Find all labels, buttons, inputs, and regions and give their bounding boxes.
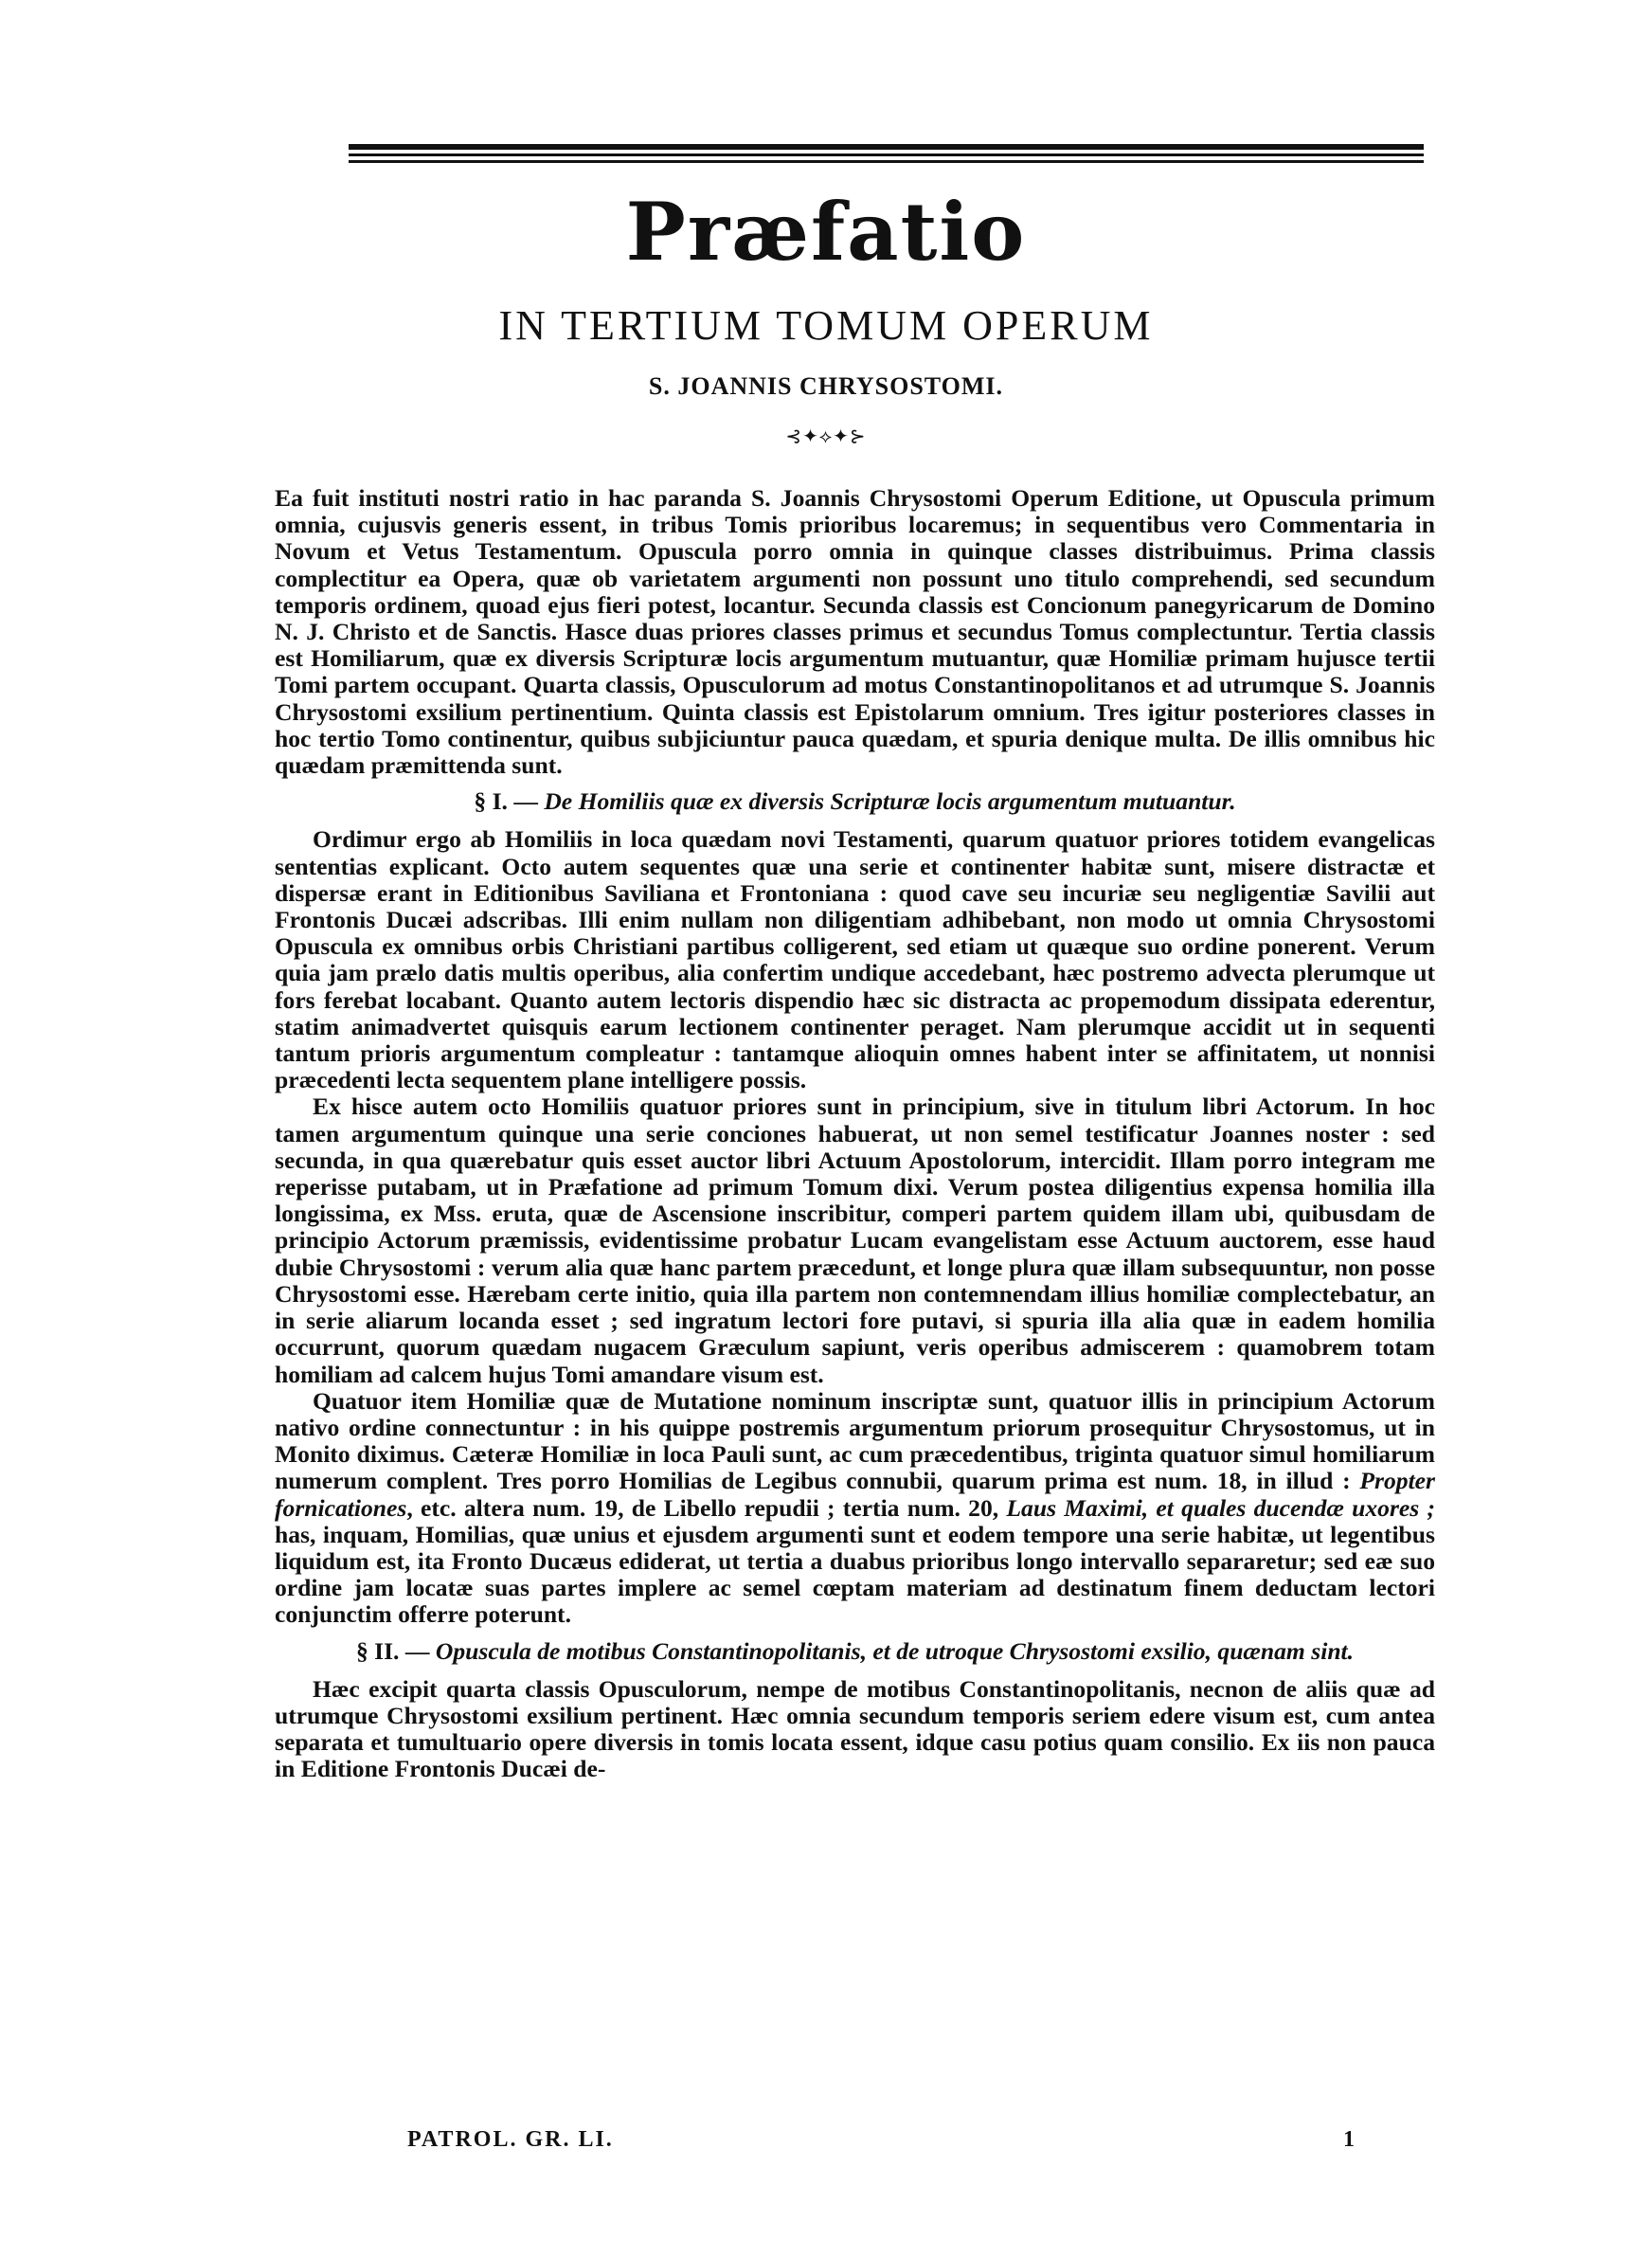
subtitle-line-1: IN TERTIUM TOMUM OPERUM [498,302,1154,349]
italic-run: Propter fornicationes [275,1467,1435,1522]
paragraph-opuscula: Hæc excipit quarta classis Opusculorum, nempe de motibus Constantinopolitanis, necnon de aliis quæ ad utrumque Chrysostomi exsilium pertinent. Hæc omnia secundum temporis seriem edere visum est, cum antea separata et tumultuario opere diversis in tomis locata essent, idque casu potius quam consilio. Ex iis non pauca in Editione Frontonis Ducæi de- [275,1674,1435,1783]
section-title: Opuscula de motibus Constantinopolitanis, et de utroque Chrysostomi exsilio, quænam sint. [435,1636,1355,1665]
section-number: § II. — [355,1636,436,1665]
text-run: , etc. altera num. 19, de Libello repudii ; tertia num. 20, [406,1493,1007,1522]
paragraph-intro: Ea fuit instituti nostri ratio in hac paranda S. Joannis Chrysostomi Operum Editione, ut Opuscula primum omnia, cujusvis generis essent, in tribus Tomis prioribus locaremus; in sequentibus vero Commentaria in Novum et Vetus Testamentum. Opuscula porro omnia in quinque classes distribuimus. Prima classis complectitur ea Opera, quæ ob varietatem argumenti non possunt uno titulo comprehendi, sed secundum temporis ordinem, quoad ejus fieri potest, locantur. Secunda classis est Concionum panegyricarum de Domino N. J. Christo et de Sanctis. Hasce duas priores classes primus et secundus Tomus complectuntur. Tertia classis est Homiliarum, quæ ex diversis Scripturæ locis argumentum mutuantur, quæ Homiliæ primam hujusce tertii Tomi partem occupant. Quarta classis, Opusculorum ad motus Constantinopolitanos et ad utrumque S. Joannis Chrysostomi exsilium pertinentium. Quinta classis est Epistolarum omnium. Tres igitur posteriores classes in hoc tertio Tomo continentur, quibus subjiciuntur pauca quædam, et spuria denique multa. De illis omnibus hic quædam præmittenda sunt. [275,484,1435,780]
section-number: § I. — [474,787,545,816]
paragraph-homilies-3 [275,1388,1435,1629]
paragraph-homilies-1: Ordimur ergo ab Homiliis in loca quædam novi Testamenti, quarum quatuor priores totidem evangelicas sententias explicant. Octo autem sequentes quæ una serie et continenter habitæ sunt, misere distractæ et dispersæ erant in Editionibus Saviliana et Frontoniana : quod cave seu incuriæ seu negligentiæ Savilii aut Frontonis Ducæi adscribas. Illi enim nullam non diligentiam adhibebant, non modo ut omnia Chrysostomi Opuscula ex omnibus orbis Christiani partibus colligerent, sed etiam ut quæque suo ordine ponerent. Verum quia jam prælo datis multis operibus, alia confertim undique accedebant, hæc postremo advecta plerumque ut fors ferebat locabant. Quanto autem lectoris dispendio hæc sic distracta ac propemodum dissipata ederentur, statim animadvertet quisquis earum lectionem continenter peraget. Nam plerumque accidit ut in sequenti tantum prioris argumentum compleatur : tantamque alioquin omnes habent inter se affinitatem, ut nonnisi præcedenti lecta sequentem plane intelligere possis. [275,825,1435,1094]
ornament-divider-icon: ⊰✦⟡✦⊱ [785,426,867,447]
section-heading-2 [275,1638,1435,1665]
top-double-rule [349,144,1424,163]
paragraph-homilies-2: Ex hisce autem octo Homiliis quatuor priores sunt in principium, sive in titulum libri Actorum. In hoc tamen argumentum quinque una serie conciones habuerat, ut non semel testificatur Joannes noster : sed secunda, in qua quærebatur quis esset auctor libri Actuum Apostolorum, intercidit. Illam porro integram me reperisse putabam, ut in Præfatione ad primum Tomum dixi. Verum postea diligentius expensa homilia illa longissima, ex Mss. eruta, quæ de Ascensione inscribitur, comperi partem quidem illam ubi, quibusdam de principio Actorum præmissis, evidentissime probatur Lucam evangelistam esse Actuum auctorem, esse haud dubie Chrysostomi : verum alia quæ hanc partem præcedunt, et longe plura quæ illam subsequuntur, non posse Chrysostomi esse. Hærebam certe initio, quia illa partem non contemnendam illius homiliæ complectebatur, an in serie aliarum locanda esset ; sed ingratum lectori fore putavi, si spuria illa alia quæ in eadem homilia occurrunt, quorum quædam nugacem Græculum sapiunt, veris operibus admiscerem : quamobrem totam homiliam ad calcem hujus Tomi amandare visum est. [275,1092,1435,1388]
body-text [275,485,1435,1783]
section-heading-1 [275,788,1435,815]
text-run: Quatuor item Homiliæ quæ de Mutatione nominum inscriptæ sunt, quatuor illis in principium Actorum nativo ordine connectuntur : in his quippe postremis argumentum priorum prosequitur Chrysostomus, ut in Monito diximus. Cæteræ Homiliæ in loca Pauli sunt, ac cum præcedentibus, triginta quatuor simul homiliarum numerum complent. Tres porro Homilias de Legibus connubii, quarum prima est num. 18, in illud : [275,1386,1435,1495]
italic-run: Laus Maximi, et quales ducendæ uxores ; [1006,1493,1435,1522]
section-title: De Homiliis quæ ex diversis Scripturæ locis argumentum mutuantur. [544,787,1236,816]
page-number: 1 [1343,2127,1355,2152]
page-title: Præfatio [625,185,1027,279]
text-run: has, inquam, Homilias, quæ unius et ejusdem argumenti sunt et eodem tempore una serie habitæ, ut legentibus liquidum est, ita Fronto Ducæus ediderat, ut tertia a duabus prioribus longo intervallo separaretur; sed eæ suo ordine jam locatæ suas partes implere ac semel cœptam materiam ad destinatum finem deductam lectori conjunctim offerre poterunt. [275,1520,1435,1629]
subtitle-line-2: S. JOANNIS CHRYSOSTOMI. [648,372,1004,400]
footer-series-label: PATROL. GR. LI. [407,2127,614,2152]
